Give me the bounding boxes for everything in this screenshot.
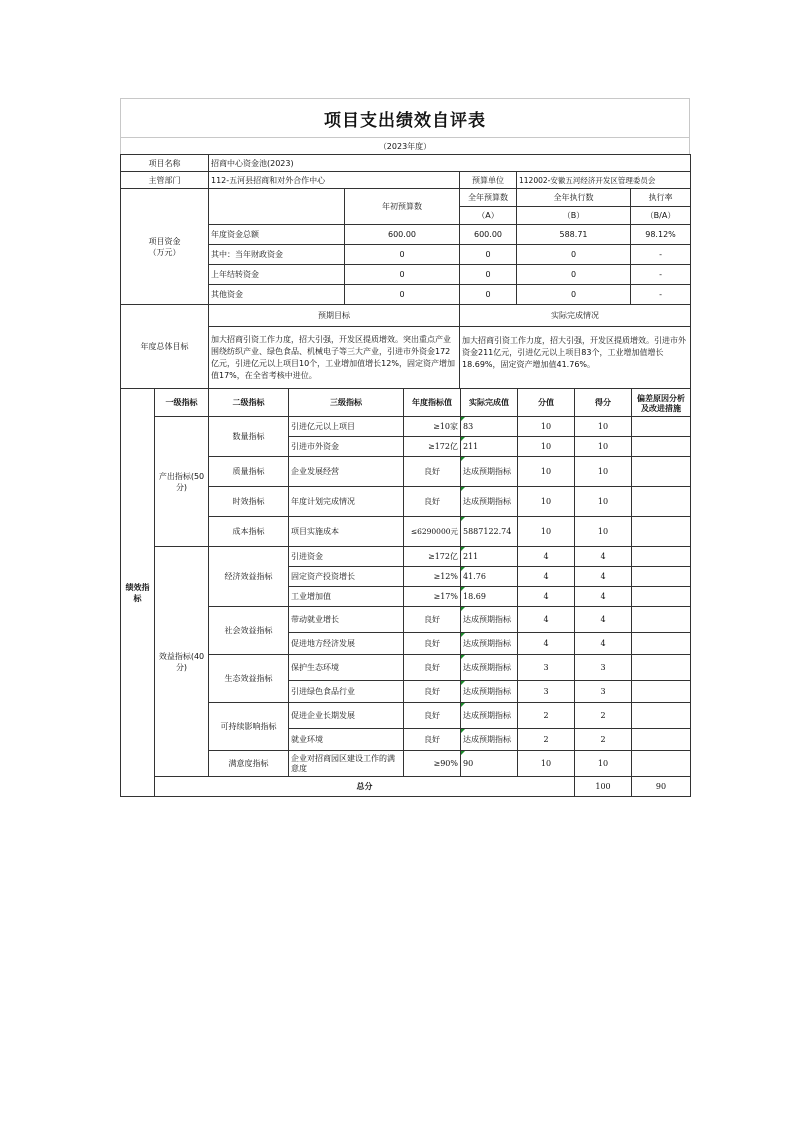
header-target: 年度指标值 (404, 389, 461, 417)
l2-satisfaction: 满意度指标 (209, 751, 289, 777)
score-cell: 10 (575, 457, 632, 487)
actual-cell: 5887122.74 (461, 517, 518, 547)
l3-cell: 工业增加值 (289, 587, 404, 607)
l2-ecological: 生态效益指标 (209, 655, 289, 703)
col-exec-rate: 执行率 (631, 189, 691, 207)
total-label: 总分 (155, 777, 575, 797)
l3-cell: 带动就业增长 (289, 607, 404, 633)
score-cell: 4 (575, 587, 632, 607)
l2-quality: 质量指标 (209, 457, 289, 487)
unit-label: 预算单位 (460, 172, 517, 189)
sheet-title: 项目支出绩效自评表 (120, 98, 690, 137)
funds-row-budget: 0 (460, 245, 517, 265)
score-cell: 4 (575, 567, 632, 587)
actual-cell: 83 (461, 417, 518, 437)
actual-cell: 达成预期指标 (461, 487, 518, 517)
perf-table (120, 388, 691, 797)
analysis-cell (632, 607, 691, 633)
l3-cell: 保护生态环境 (289, 655, 404, 681)
score-cell: 2 (575, 729, 632, 751)
actual-cell: 达成预期指标 (461, 607, 518, 633)
analysis-cell (632, 703, 691, 729)
l3-cell: 年度计划完成情况 (289, 487, 404, 517)
actual-cell: 达成预期指标 (461, 703, 518, 729)
funds-table (120, 154, 691, 389)
target-cell: 良好 (404, 729, 461, 751)
target-cell: ≥10家 (404, 417, 461, 437)
project-name-label: 项目名称 (121, 155, 209, 172)
l2-quantity: 数量指标 (209, 417, 289, 457)
analysis-cell (632, 751, 691, 777)
score-value-cell: 3 (518, 681, 575, 703)
unit-value: 112002-安徽五河经济开发区管理委员会 (517, 172, 691, 189)
l3-cell: 企业对招商园区建设工作的满意度 (289, 751, 404, 777)
total-value: 100 (575, 777, 632, 797)
l2-economic: 经济效益指标 (209, 547, 289, 607)
target-cell: ≥90% (404, 751, 461, 777)
score-cell: 4 (575, 547, 632, 567)
dept-value: 112-五河县招商和对外合作中心 (209, 172, 460, 189)
target-cell: 良好 (404, 607, 461, 633)
funds-row-rate: 98.12% (631, 225, 691, 245)
goal-actual: 加大招商引资工作力度，招大引强，开发区提质增效。引进市外资金211亿元，引进亿元以上项目83个，工业增加值增长18.69%，固定资产增加值41.76%。 (460, 327, 691, 389)
score-cell: 4 (575, 607, 632, 633)
header-analysis: 偏差原因分析及改进措施 (632, 389, 691, 417)
col-initial-budget: 年初预算数 (345, 189, 460, 225)
score-cell: 2 (575, 703, 632, 729)
funds-row-exec: 0 (517, 265, 631, 285)
score-cell: 4 (575, 633, 632, 655)
score-value-cell: 10 (518, 517, 575, 547)
target-cell: ≥172亿 (404, 547, 461, 567)
funds-row-name: 上年结转资金 (209, 265, 345, 285)
col-full-budget: 全年预算数 (460, 189, 517, 207)
analysis-cell (632, 567, 691, 587)
funds-row-budget: 0 (460, 265, 517, 285)
funds-row-name: 年度资金总额 (209, 225, 345, 245)
score-value-cell: 2 (518, 703, 575, 729)
score-value-cell: 4 (518, 607, 575, 633)
funds-row-name: 其他资金 (209, 285, 345, 305)
target-cell: 良好 (404, 703, 461, 729)
funds-row-rate: - (631, 285, 691, 305)
sheet-year: （2023年度） (120, 137, 690, 154)
header-score-value: 分值 (518, 389, 575, 417)
funds-row-rate: - (631, 245, 691, 265)
funds-row-initial: 0 (345, 285, 460, 305)
target-cell: ≥172亿 (404, 437, 461, 457)
actual-cell: 达成预期指标 (461, 729, 518, 751)
funds-blank-cell (209, 189, 345, 225)
target-cell: 良好 (404, 681, 461, 703)
score-cell: 10 (575, 417, 632, 437)
score-value-cell: 10 (518, 457, 575, 487)
actual-cell: 90 (461, 751, 518, 777)
total-score: 90 (632, 777, 691, 797)
col-sub-ba: （B/A） (631, 207, 691, 225)
goal-actual-header: 实际完成情况 (460, 305, 691, 327)
l3-cell: 引进市外资金 (289, 437, 404, 457)
score-cell: 10 (575, 751, 632, 777)
l2-cost: 成本指标 (209, 517, 289, 547)
dept-label: 主管部门 (121, 172, 209, 189)
funds-row-rate: - (631, 265, 691, 285)
perf-label: 绩效指标 (121, 389, 155, 797)
l3-cell: 引进绿色食品行业 (289, 681, 404, 703)
actual-cell: 达成预期指标 (461, 633, 518, 655)
funds-row-exec: 0 (517, 245, 631, 265)
l2-time: 时效指标 (209, 487, 289, 517)
l3-cell: 引进资金 (289, 547, 404, 567)
score-value-cell: 2 (518, 729, 575, 751)
score-cell: 3 (575, 681, 632, 703)
l3-cell: 项目实施成本 (289, 517, 404, 547)
score-value-cell: 3 (518, 655, 575, 681)
score-value-cell: 4 (518, 567, 575, 587)
score-cell: 10 (575, 517, 632, 547)
actual-cell: 211 (461, 437, 518, 457)
score-cell: 3 (575, 655, 632, 681)
funds-row-budget: 0 (460, 285, 517, 305)
funds-label: 项目资金 （万元） (121, 189, 209, 305)
analysis-cell (632, 487, 691, 517)
funds-row-name: 其中：当年财政资金 (209, 245, 345, 265)
analysis-cell (632, 587, 691, 607)
col-sub-b: （B） (517, 207, 631, 225)
funds-row-exec: 0 (517, 285, 631, 305)
target-cell: 良好 (404, 457, 461, 487)
actual-cell: 211 (461, 547, 518, 567)
score-value-cell: 10 (518, 751, 575, 777)
funds-row-exec: 588.71 (517, 225, 631, 245)
score-value-cell: 4 (518, 587, 575, 607)
analysis-cell (632, 681, 691, 703)
score-value-cell: 4 (518, 633, 575, 655)
perf-row (121, 417, 691, 437)
analysis-cell (632, 729, 691, 751)
l2-social: 社会效益指标 (209, 607, 289, 655)
score-cell: 10 (575, 487, 632, 517)
l3-cell: 就业环境 (289, 729, 404, 751)
target-cell: ≥12% (404, 567, 461, 587)
actual-cell: 达成预期指标 (461, 655, 518, 681)
project-name: 招商中心资金池(2023) (209, 155, 691, 172)
target-cell: 良好 (404, 633, 461, 655)
score-value-cell: 10 (518, 437, 575, 457)
header-l3: 三级指标 (289, 389, 404, 417)
goal-label: 年度总体目标 (121, 305, 209, 389)
funds-row-budget: 600.00 (460, 225, 517, 245)
perf-row (121, 547, 691, 567)
analysis-cell (632, 417, 691, 437)
score-cell: 10 (575, 437, 632, 457)
l1-benefit: 效益指标(40分) (155, 547, 209, 777)
goal-expected-header: 预期目标 (209, 305, 460, 327)
target-cell: ≤6290000元 (404, 517, 461, 547)
funds-row-initial: 0 (345, 265, 460, 285)
col-sub-a: （A） (460, 207, 517, 225)
score-value-cell: 10 (518, 417, 575, 437)
analysis-cell (632, 437, 691, 457)
l3-cell: 促进地方经济发展 (289, 633, 404, 655)
analysis-cell (632, 517, 691, 547)
funds-row-initial: 600.00 (345, 225, 460, 245)
target-cell: 良好 (404, 655, 461, 681)
header-actual: 实际完成值 (461, 389, 518, 417)
l1-output: 产出指标(50分) (155, 417, 209, 547)
l2-sustain: 可持续影响指标 (209, 703, 289, 751)
funds-row-initial: 0 (345, 245, 460, 265)
actual-cell: 达成预期指标 (461, 457, 518, 487)
actual-cell: 达成预期指标 (461, 681, 518, 703)
col-full-exec: 全年执行数 (517, 189, 631, 207)
perf-header-row (121, 389, 691, 417)
analysis-cell (632, 633, 691, 655)
evaluation-sheet (120, 98, 690, 797)
l3-cell: 企业发展经营 (289, 457, 404, 487)
l3-cell: 引进亿元以上项目 (289, 417, 404, 437)
actual-cell: 41.76 (461, 567, 518, 587)
analysis-cell (632, 655, 691, 681)
target-cell: 良好 (404, 487, 461, 517)
actual-cell: 18.69 (461, 587, 518, 607)
analysis-cell (632, 457, 691, 487)
header-score: 得分 (575, 389, 632, 417)
l3-cell: 促进企业长期发展 (289, 703, 404, 729)
total-row (121, 777, 691, 797)
target-cell: ≥17% (404, 587, 461, 607)
score-value-cell: 4 (518, 547, 575, 567)
score-value-cell: 10 (518, 487, 575, 517)
l3-cell: 固定资产投资增长 (289, 567, 404, 587)
header-l2: 二级指标 (209, 389, 289, 417)
analysis-cell (632, 547, 691, 567)
goal-expected: 加大招商引资工作力度，招大引强，开发区提质增效。突出重点产业围绕纺织产业、绿色食品、机械电子等三大产业，引进市外资金172亿元，引进亿元以上项目10个，工业增加值增长12%，固定资产增加值17%，在全省考核中进位。 (209, 327, 460, 389)
header-l1: 一级指标 (155, 389, 209, 417)
